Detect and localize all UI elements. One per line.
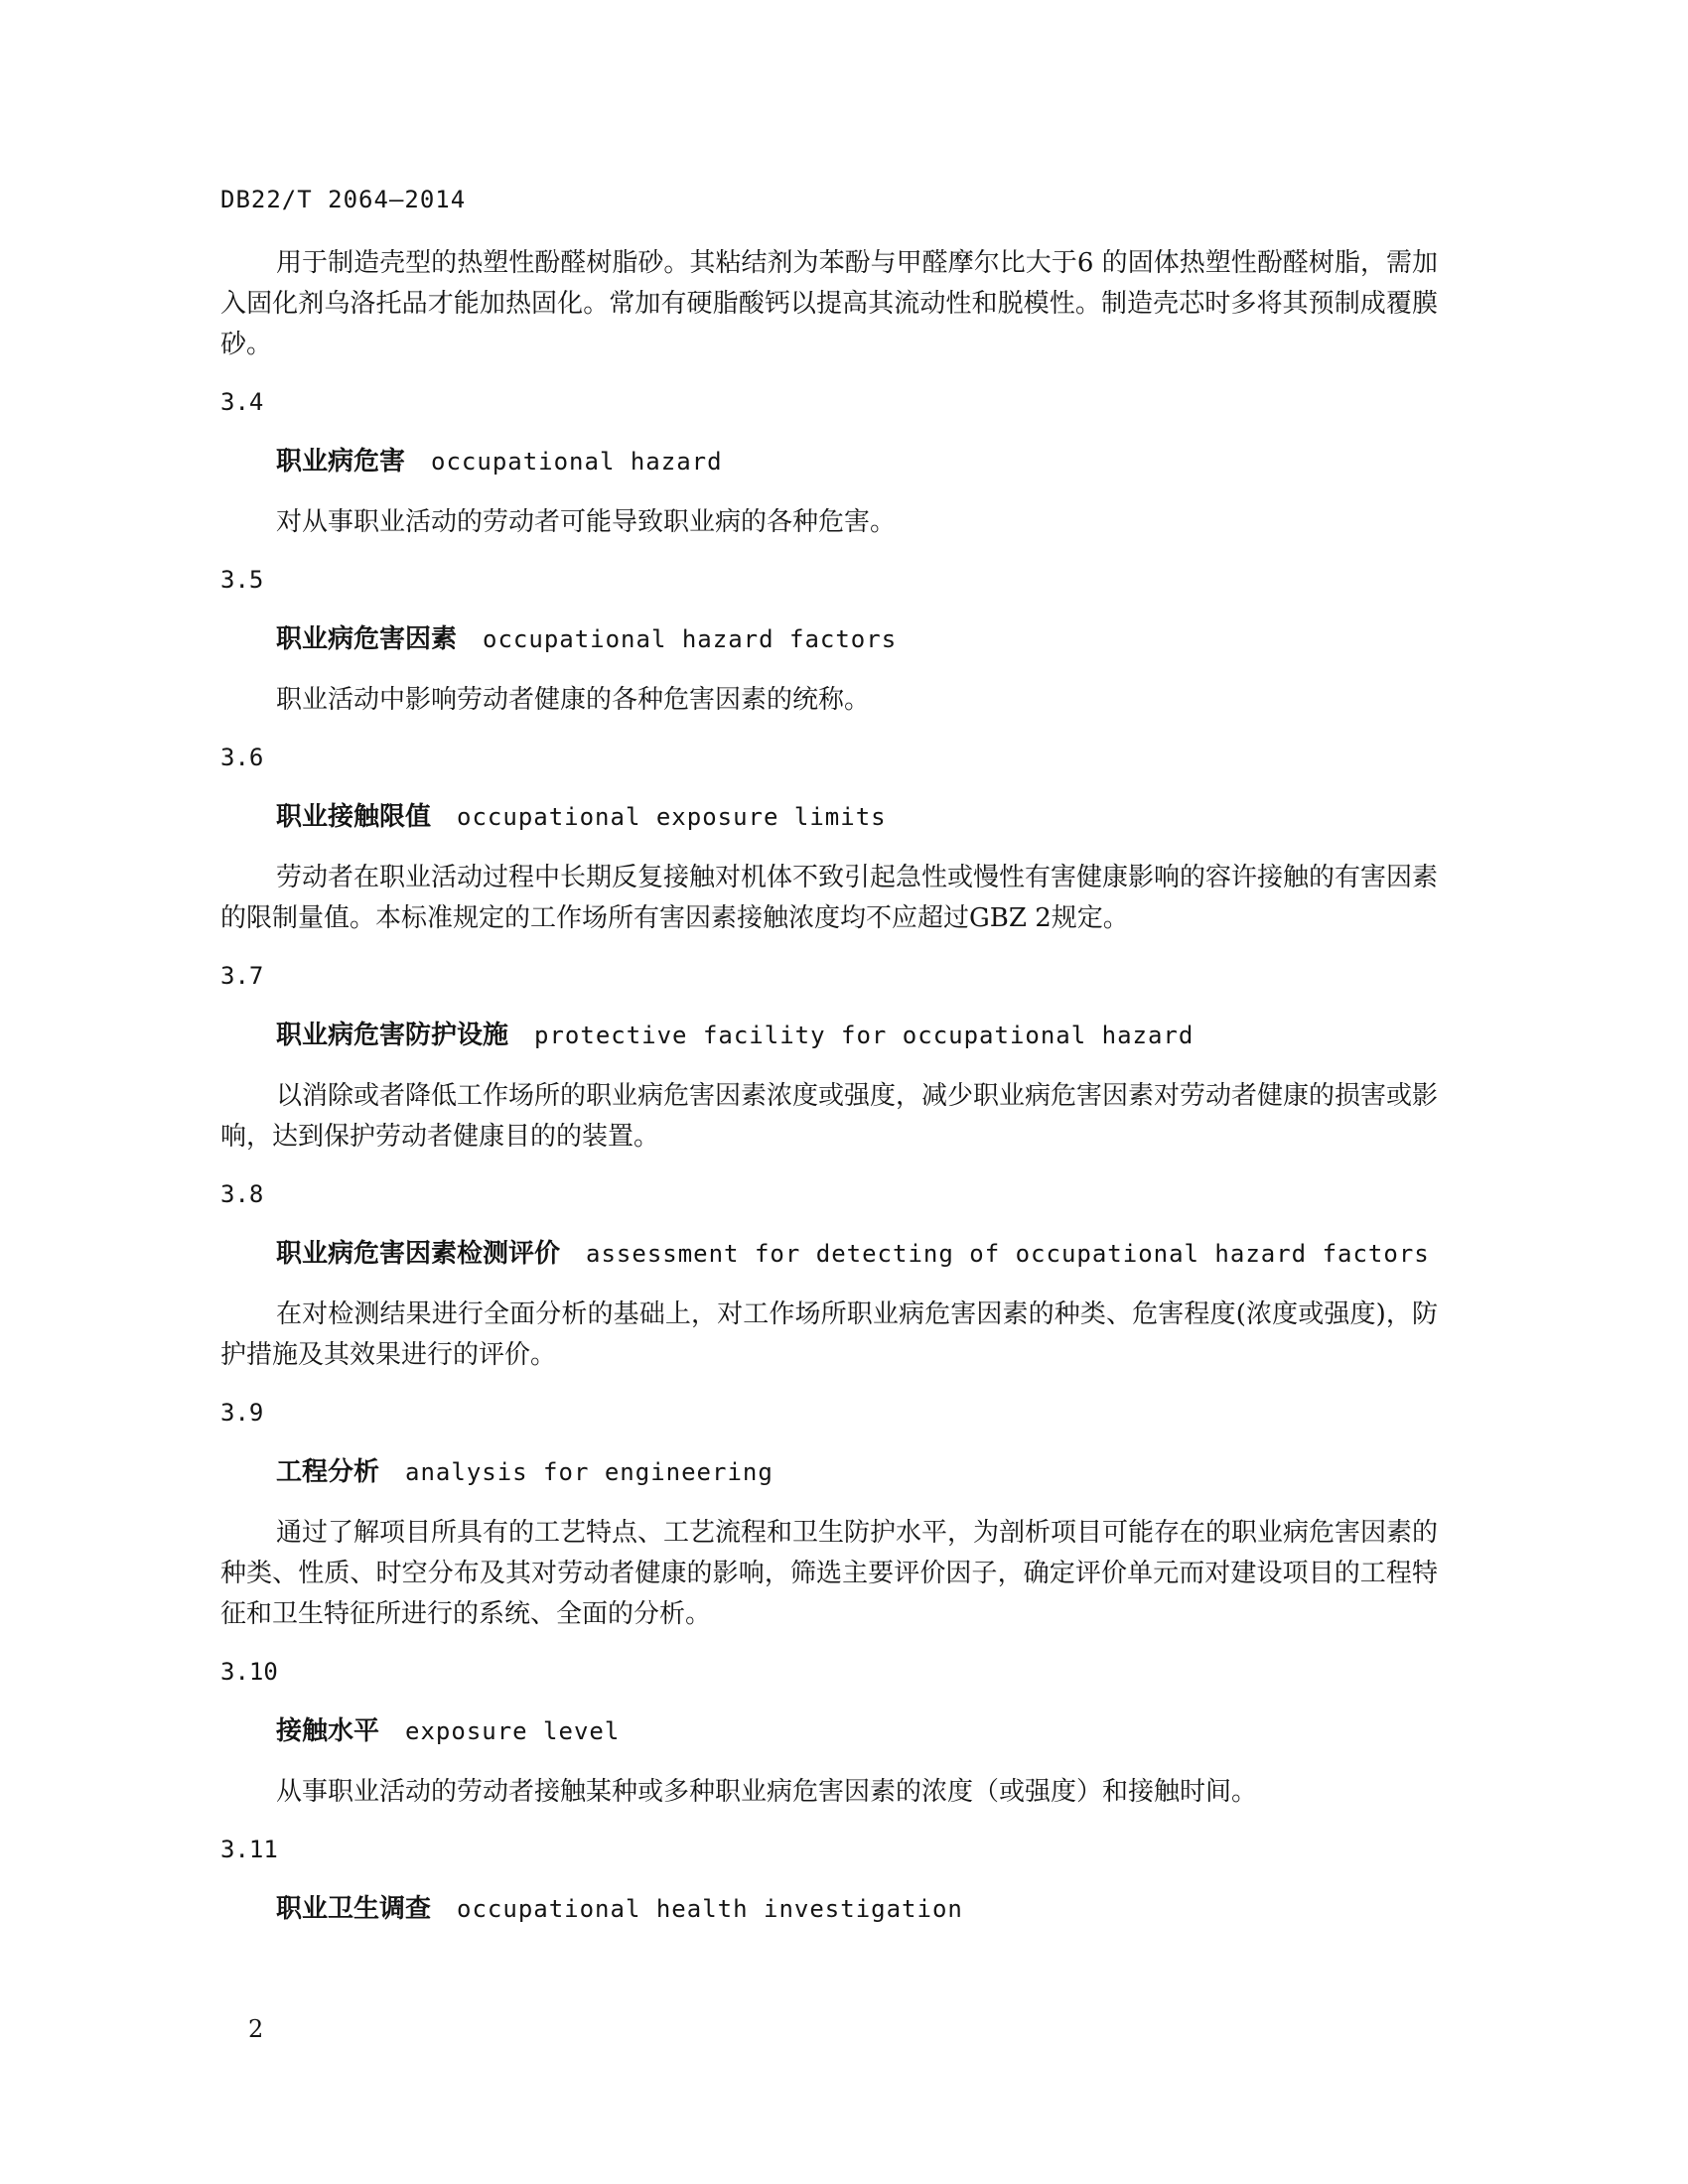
page-number: 2	[248, 2015, 264, 2043]
clause-list	[220, 387, 1438, 1925]
term-definition: 通过了解项目所具有的工艺特点、工艺流程和卫生防护水平，为剖析项目可能存在的职业病危害因素的种类、性质、时空分布及其对劳动者健康的影响，筛选主要评价因子，确定评价单元而对建设项目的工程特征和卫生特征所进行的系统、全面的分析。	[220, 1518, 1439, 1629]
term-line	[276, 1238, 1438, 1270]
term-chinese: 职业病危害因素	[276, 624, 458, 654]
term-english: occupational health investigation	[457, 1895, 963, 1923]
term-english: occupational hazard factors	[483, 625, 898, 653]
clause-number: 3.10	[220, 1658, 278, 1686]
term-chinese: 职业接触限值	[276, 802, 432, 832]
clause	[220, 743, 1438, 939]
clause-number: 3.4	[220, 388, 264, 416]
clause-number: 3.5	[220, 566, 264, 594]
term-line	[276, 1893, 1438, 1925]
term-definition: 职业活动中影响劳动者健康的各种危害因素的统称。	[276, 685, 871, 715]
clause-number: 3.7	[220, 962, 264, 990]
term-chinese: 工程分析	[276, 1457, 380, 1487]
term-chinese: 职业病危害因素检测评价	[276, 1239, 561, 1269]
term-english: analysis for engineering	[405, 1458, 774, 1486]
term-line	[276, 446, 1438, 478]
term-line	[276, 1456, 1438, 1488]
term-english: exposure level	[405, 1717, 621, 1745]
clause-number: 3.11	[220, 1836, 278, 1863]
term-english: occupational hazard	[431, 448, 723, 476]
term-english: assessment for detecting of occupational hazard factors	[586, 1240, 1430, 1268]
clause	[220, 1657, 1438, 1813]
term-definition: 劳动者在职业活动过程中长期反复接触对机体不致引起急性或慢性有害健康影响的容许接触的有害因素的限制量值。本标准规定的工作场所有害因素接触浓度均不应超过GBZ 2规定。	[220, 863, 1439, 933]
term-english: occupational exposure limits	[457, 803, 887, 831]
clause	[220, 387, 1438, 543]
intro-paragraph: 用于制造壳型的热塑性酚醛树脂砂。其粘结剂为苯酚与甲醛摩尔比大于6 的固体热塑性酚醛树脂，需加入固化剂乌洛托品才能加热固化。常加有硬脂酸钙以提高其流动性和脱模性。制造壳芯时多将其预制成覆膜砂。	[220, 248, 1438, 359]
term-chinese: 职业病危害防护设施	[276, 1021, 509, 1050]
clause-number: 3.8	[220, 1180, 264, 1208]
clause	[220, 961, 1438, 1158]
clause	[220, 565, 1438, 721]
term-english: protective facility for occupational hazard	[534, 1022, 1195, 1049]
term-line	[276, 1020, 1438, 1051]
document-code: DB22/T 2064—2014	[220, 186, 467, 213]
clause-number: 3.6	[220, 744, 264, 771]
term-line	[276, 623, 1438, 655]
term-definition: 从事职业活动的劳动者接触某种或多种职业病危害因素的浓度（或强度）和接触时间。	[276, 1777, 1258, 1807]
clause	[220, 1179, 1438, 1376]
clause-number: 3.9	[220, 1399, 264, 1427]
term-definition: 以消除或者降低工作场所的职业病危害因素浓度或强度，减少职业病危害因素对劳动者健康的损害或影响，达到保护劳动者健康目的的装置。	[220, 1081, 1439, 1152]
term-line	[276, 801, 1438, 833]
term-chinese: 职业卫生调查	[276, 1894, 432, 1924]
clause	[220, 1835, 1438, 1925]
term-chinese: 职业病危害	[276, 447, 406, 477]
term-definition: 对从事职业活动的劳动者可能导致职业病的各种危害。	[276, 507, 897, 537]
term-definition: 在对检测结果进行全面分析的基础上，对工作场所职业病危害因素的种类、危害程度(浓度或强度)，防护措施及其效果进行的评价。	[220, 1299, 1438, 1370]
term-line	[276, 1715, 1438, 1747]
clause	[220, 1398, 1438, 1635]
term-chinese: 接触水平	[276, 1716, 380, 1746]
document-body	[220, 243, 1438, 1925]
